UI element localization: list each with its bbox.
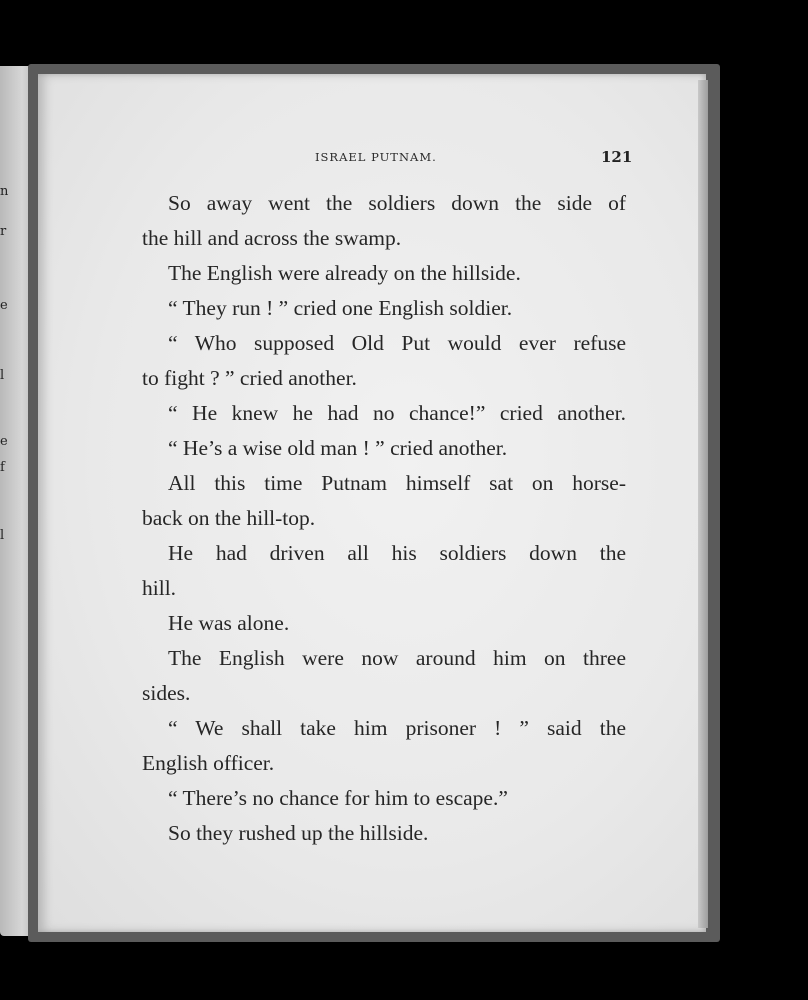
running-head: ISRAEL PUTNAM. <box>315 150 437 164</box>
text-line: The English were now around him on three <box>168 646 626 670</box>
text-line: “ He knew he had no chance!” cried another. <box>168 401 626 425</box>
left-page-fragment: l <box>0 368 5 383</box>
text-line: He had driven all his soldiers down the <box>168 541 626 565</box>
left-page-fragment: n <box>0 184 9 199</box>
text-line: All this time Putnam himself sat on horse- <box>168 471 626 495</box>
text-line: He was alone. <box>168 611 290 635</box>
text-line: The English were already on the hillside. <box>168 261 521 285</box>
text-line: back on the hill-top. <box>142 506 316 530</box>
left-page-fragment: e <box>0 434 8 449</box>
text-line: English officer. <box>142 751 275 775</box>
page-number: 121 <box>601 148 633 166</box>
left-page-fragment: f <box>0 460 5 475</box>
text-line: “ Who supposed Old Put would ever refuse <box>168 331 626 355</box>
text-line: to fight ? ” cried another. <box>142 366 357 390</box>
body-text <box>142 186 626 851</box>
left-page-fragment: l <box>0 528 5 543</box>
text-line: So they rushed up the hillside. <box>168 821 429 845</box>
left-page-fragment: r <box>0 224 7 239</box>
text-line: “ We shall take him prisoner ! ” said the <box>168 716 626 740</box>
text-line: hill. <box>142 576 177 600</box>
text-line: the hill and across the swamp. <box>142 226 402 250</box>
text-line: “ They run ! ” cried one English soldier. <box>168 296 513 320</box>
text-line: So away went the soldiers down the side of <box>168 191 626 215</box>
text-line: sides. <box>142 681 191 705</box>
text-line: “ There’s no chance for him to escape.” <box>168 786 508 810</box>
text-line: “ He’s a wise old man ! ” cried another. <box>168 436 508 460</box>
left-page-fragment: e <box>0 298 8 313</box>
page-block-edge <box>698 80 708 928</box>
